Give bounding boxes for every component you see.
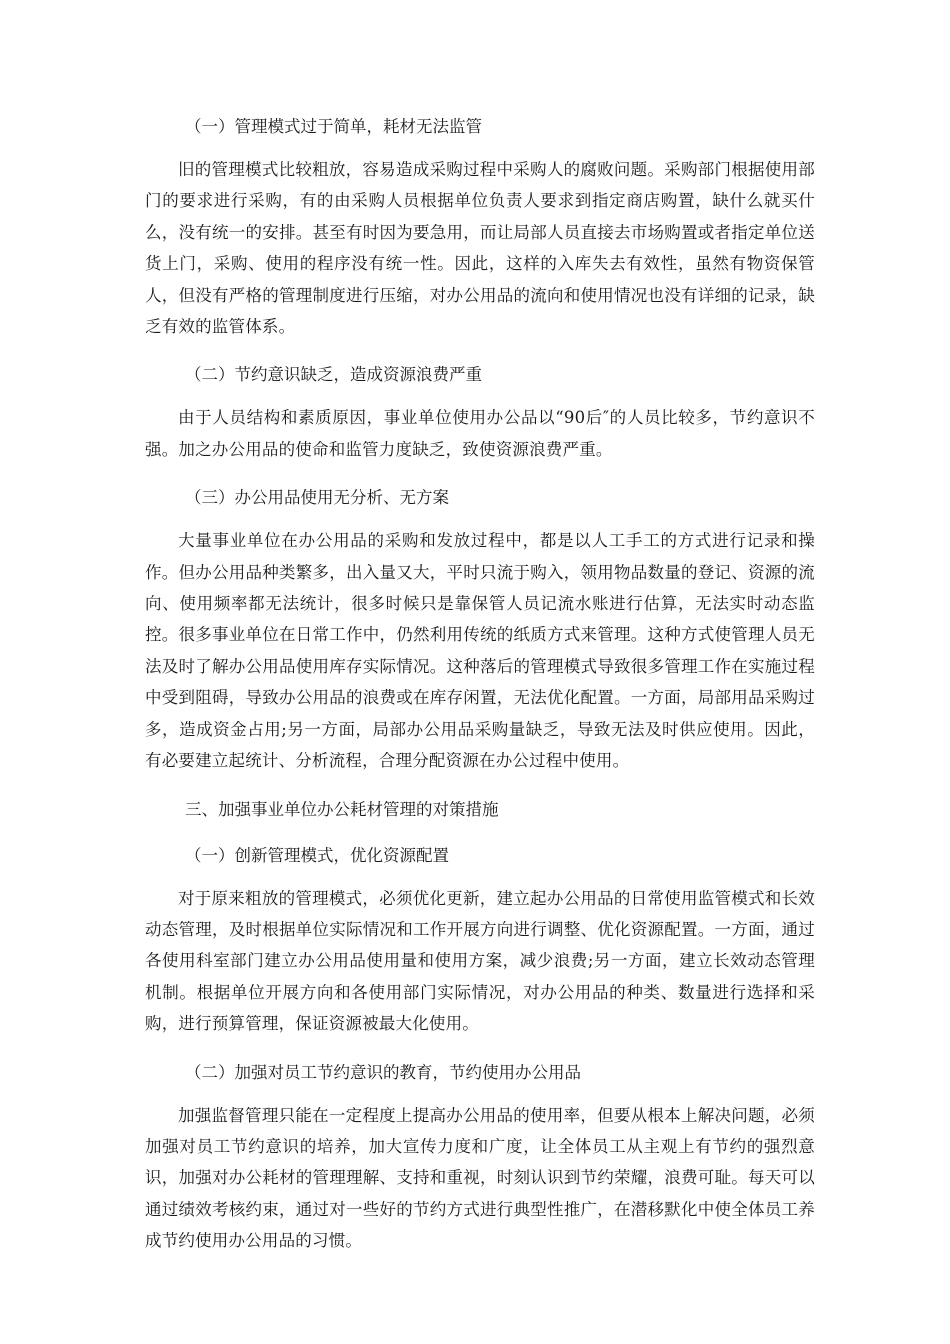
paragraph-1: 旧的管理模式比较粗放，容易造成采购过程中采购人的腐败问题。采购部门根据使用部门的要求进行采购，有的由采购人员根据单位负责人要求到指定商店购置，缺什么就买什么，没有统一的安排。甚至有时因为要急用，而让局部人员直接去市场购置或者指定单位送货上门，采购、使用的程序没有统一性。因此，这样的入库失去有效性，虽然有物资保管人，但没有严格的管理制度进行压缩，对办公用品的流向和使用情况也没有详细的记录，缺乏有效的监管体系。 bbox=[145, 160, 815, 337]
paragraph-3: 大量事业单位在办公用品的采购和发放过程中，都是以人工手工的方式进行记录和操作。但办公用品种类繁多，出入量又大，平时只流于购入，领用物品数量的登记、资源的流向、使用频率都无法统计，很多时候只是靠保管人员记流水账进行估算，无法实时动态监控。很多事业单位在日常工作中，仍然利用传统的纸质方式来管理。这种方式使管理人员无法及时了解办公用品使用库存实际情况。这种落后的管理模式导致很多管理工作在实施过程中受到阻碍，导致办公用品的浪费或在库存闲置，无法优化配置。一方面，局部用品采购过多，造成资金占用;另一方面，局部办公用品采购量缺乏，导致无法及时供应使用。因此，有必要建立起统计、分析流程，合理分配资源在办公过程中使用。 bbox=[145, 531, 815, 771]
paragraph-5: 加强监督管理只能在一定程度上提高办公用品的使用率，但要从根本上解决问题，必须加强对员工节约意识的培养，加大宣传力度和广度，让全体员工从主观上有节约的强烈意识，加强对办公耗材的管理理解、支持和重视，时刻认识到节约荣耀，浪费可耻。每天可以通过绩效考核约束，通过对一些好的节约方式进行典型性推广，在潜移默化中使全体员工养成节约使用办公用品的习惯。 bbox=[145, 1105, 815, 1251]
chapter-heading-3: 三、加强事业单位办公耗材管理的对策措施 bbox=[185, 799, 499, 819]
section-heading-2: （二）节约意识缺乏，造成资源浪费严重 bbox=[185, 365, 482, 385]
paragraph-2: 由于人员结构和素质原因，事业单位使用办公品以“90后″的人员比较多，节约意识不强。加之办公用品的使命和监管力度缺乏，致使资源浪费严重。 bbox=[145, 408, 815, 459]
paragraph-4: 对于原来粗放的管理模式，必须优化更新，建立起办公用品的日常使用监管模式和长效动态管理，及时根据单位实际情况和工作开展方向进行调整、优化资源配置。一方面，通过各使用科室部门建立办公用品使用量和使用方案，减少浪费;另一方面，建立长效动态管理机制。根据单位开展方向和各使用部门实际情况，对办公用品的种类、数量进行选择和采购，进行预算管理，保证资源被最大化使用。 bbox=[145, 888, 815, 1034]
document-body bbox=[145, 108, 815, 1257]
section-heading-3-1: （一）创新管理模式，优化资源配置 bbox=[185, 845, 449, 865]
section-heading-1: （一）管理模式过于简单，耗材无法监管 bbox=[185, 117, 482, 136]
section-heading-3-2: （二）加强对员工节约意识的教育，节约使用办公用品 bbox=[185, 1062, 581, 1082]
section-heading-3: （三）办公用品使用无分析、无方案 bbox=[185, 488, 449, 508]
